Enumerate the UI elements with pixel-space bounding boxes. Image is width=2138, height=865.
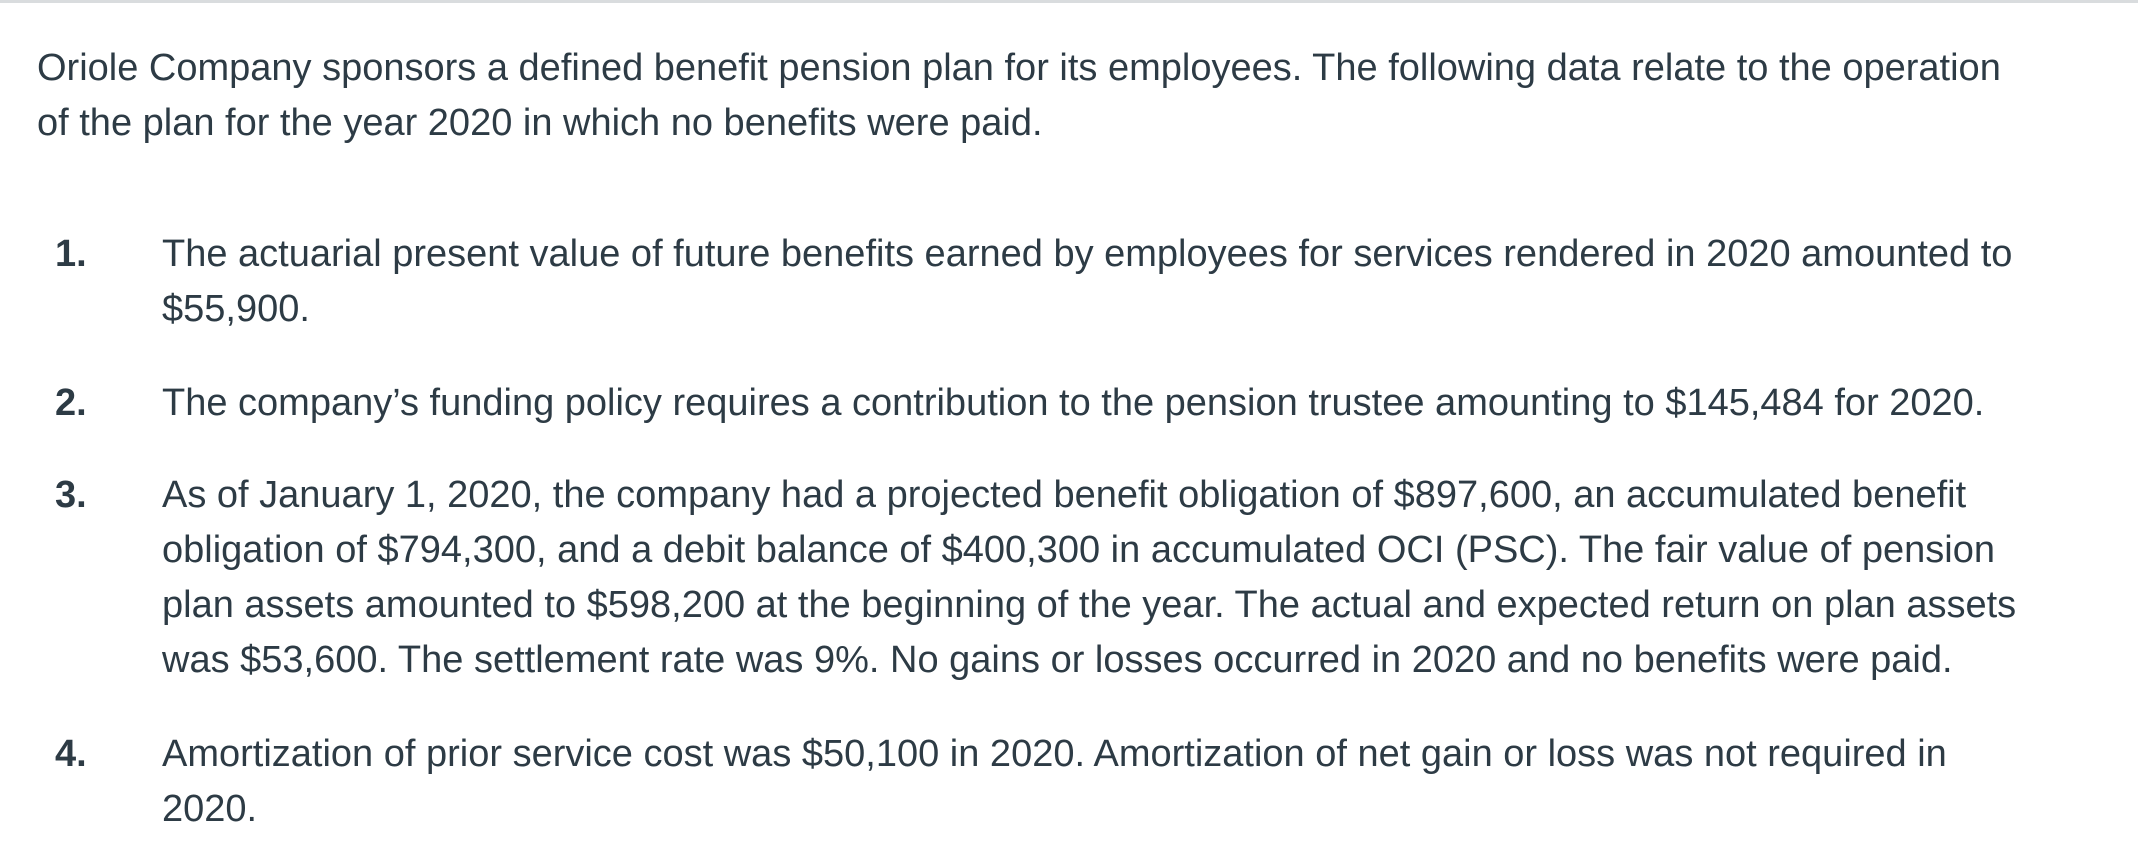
list-item-line: plan assets amounted to $598,200 at the beginning of the year. The actual and expected return on plan assets [162,584,2017,626]
list-item-line: Amortization of prior service cost was $50,100 in 2020. Amortization of net gain or loss was not required in [162,733,1947,775]
intro-line: of the plan for the year 2020 in which no benefits were paid. [37,102,1043,144]
list-item-line: obligation of $794,300, and a debit balance of $400,300 in accumulated OCI (PSC). The fair value of pension [162,529,1995,571]
list-item-line: $55,900. [162,288,310,330]
list-item-number: 1. [55,233,87,275]
list-item-line: 2020. [162,788,258,830]
question-panel [0,3,2138,865]
list-item-line: The company’s funding policy requires a contribution to the pension trustee amounting to $145,484 for 2020. [162,382,1985,424]
list-item-text [162,227,2012,337]
list-item-line: was $53,600. The settlement rate was 9%. No gains or losses occurred in 2020 and no benefits were paid. [162,639,1953,681]
list-item-text [162,727,1947,837]
intro-line: Oriole Company sponsors a defined benefit pension plan for its employees. The following data relate to the operation [37,47,2001,89]
list-item-number: 2. [55,382,87,424]
list-item-line: The actuarial present value of future benefits earned by employees for services rendered in 2020 amounted to [162,233,2013,275]
list-item-number: 3. [55,474,87,516]
list-item-text [162,376,1984,431]
list-item-number: 4. [55,733,87,775]
intro-paragraph [37,41,2138,151]
list-item-line: As of January 1, 2020, the company had a projected benefit obligation of $897,600, an accumulated benefit [162,474,1967,516]
list-item-text [162,468,2016,688]
